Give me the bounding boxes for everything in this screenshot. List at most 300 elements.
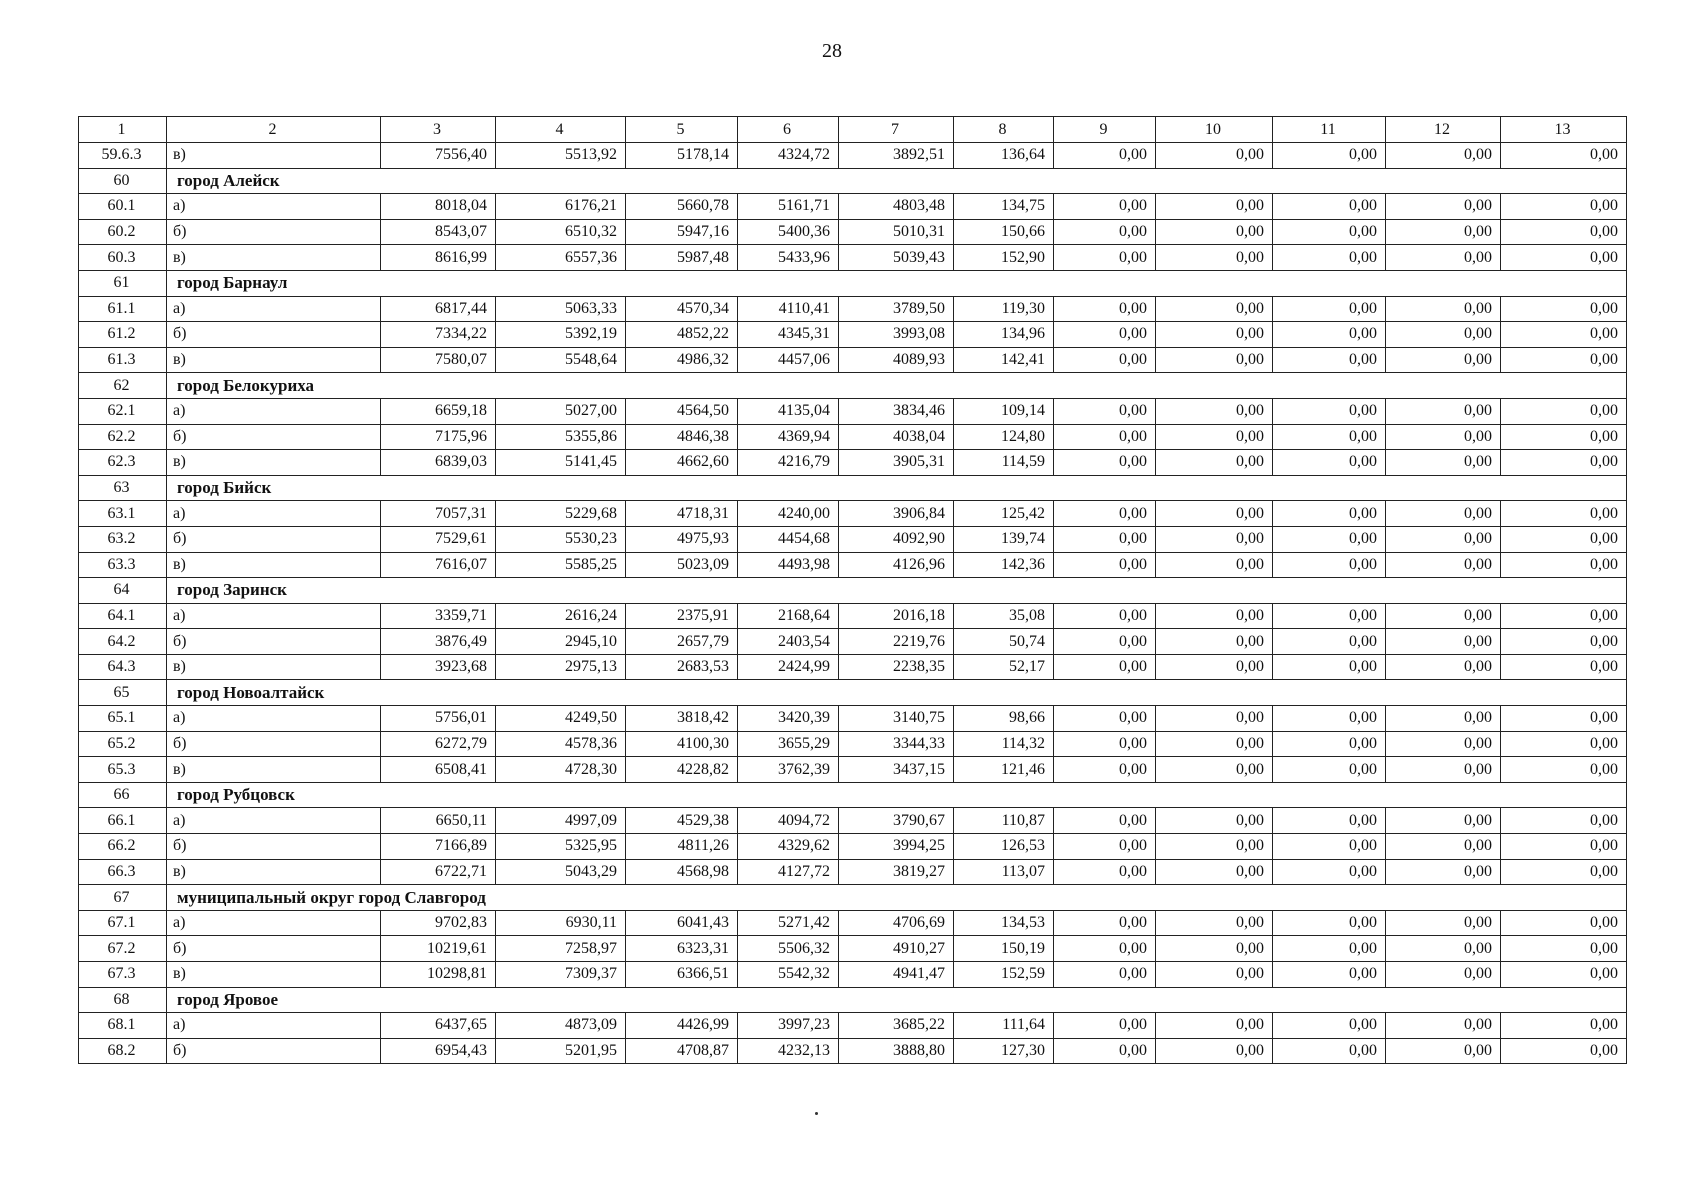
value-cell: 4852,22 <box>626 322 738 348</box>
row-number: 66.3 <box>79 859 167 885</box>
value-cell: 0,00 <box>1054 731 1156 757</box>
value-cell: 4094,72 <box>738 808 839 834</box>
value-cell: 0,00 <box>1054 910 1156 936</box>
value-cell: 4708,87 <box>626 1038 738 1064</box>
value-cell: 3819,27 <box>839 859 954 885</box>
value-cell: 150,66 <box>954 219 1054 245</box>
value-cell: 0,00 <box>1156 706 1273 732</box>
value-cell: 8543,07 <box>381 219 496 245</box>
table-row <box>79 552 1627 578</box>
value-cell: 3437,15 <box>839 757 954 783</box>
value-cell: 0,00 <box>1386 245 1501 271</box>
value-cell: 0,00 <box>1156 757 1273 783</box>
value-cell: 4570,34 <box>626 296 738 322</box>
value-cell: 4135,04 <box>738 398 839 424</box>
value-cell: 139,74 <box>954 526 1054 552</box>
value-cell: 0,00 <box>1054 936 1156 962</box>
value-cell: 0,00 <box>1054 859 1156 885</box>
row-number: 59.6.3 <box>79 143 167 169</box>
value-cell: 3344,33 <box>839 731 954 757</box>
value-cell: 3655,29 <box>738 731 839 757</box>
value-cell: 121,46 <box>954 757 1054 783</box>
table-row <box>79 731 1627 757</box>
value-cell: 0,00 <box>1054 654 1156 680</box>
column-header: 3 <box>381 117 496 143</box>
value-cell: 0,00 <box>1386 219 1501 245</box>
value-cell: 0,00 <box>1501 194 1627 220</box>
row-number: 68.2 <box>79 1038 167 1064</box>
value-cell: 10298,81 <box>381 962 496 988</box>
value-cell: 5355,86 <box>496 424 626 450</box>
value-cell: 136,64 <box>954 143 1054 169</box>
value-cell: 0,00 <box>1054 296 1156 322</box>
table-row <box>79 706 1627 732</box>
value-cell: 5660,78 <box>626 194 738 220</box>
group-row <box>79 578 1627 604</box>
value-cell: 4564,50 <box>626 398 738 424</box>
value-cell: 4110,41 <box>738 296 839 322</box>
group-name: город Алейск <box>167 168 1627 194</box>
value-cell: 4718,31 <box>626 501 738 527</box>
column-header: 11 <box>1273 117 1386 143</box>
value-cell: 0,00 <box>1386 603 1501 629</box>
row-number: 64.3 <box>79 654 167 680</box>
row-variant: а) <box>167 603 381 629</box>
value-cell: 3993,08 <box>839 322 954 348</box>
value-cell: 0,00 <box>1054 757 1156 783</box>
value-cell: 0,00 <box>1273 552 1386 578</box>
value-cell: 0,00 <box>1156 143 1273 169</box>
value-cell: 110,87 <box>954 808 1054 834</box>
value-cell: 0,00 <box>1054 398 1156 424</box>
row-number: 60.2 <box>79 219 167 245</box>
value-cell: 0,00 <box>1156 731 1273 757</box>
value-cell: 7616,07 <box>381 552 496 578</box>
value-cell: 0,00 <box>1501 654 1627 680</box>
value-cell: 98,66 <box>954 706 1054 732</box>
value-cell: 7309,37 <box>496 962 626 988</box>
row-variant: а) <box>167 1013 381 1039</box>
value-cell: 0,00 <box>1156 603 1273 629</box>
row-variant: в) <box>167 962 381 988</box>
value-cell: 0,00 <box>1386 757 1501 783</box>
table-row <box>79 450 1627 476</box>
row-variant: в) <box>167 245 381 271</box>
value-cell: 0,00 <box>1273 629 1386 655</box>
table-row <box>79 757 1627 783</box>
value-cell: 3685,22 <box>839 1013 954 1039</box>
value-cell: 0,00 <box>1501 910 1627 936</box>
value-cell: 7556,40 <box>381 143 496 169</box>
value-cell: 4216,79 <box>738 450 839 476</box>
value-cell: 0,00 <box>1054 245 1156 271</box>
value-cell: 8616,99 <box>381 245 496 271</box>
value-cell: 4369,94 <box>738 424 839 450</box>
value-cell: 5987,48 <box>626 245 738 271</box>
row-number: 62.3 <box>79 450 167 476</box>
row-variant: в) <box>167 347 381 373</box>
value-cell: 0,00 <box>1054 194 1156 220</box>
value-cell: 0,00 <box>1386 143 1501 169</box>
group-number: 64 <box>79 578 167 604</box>
value-cell: 4126,96 <box>839 552 954 578</box>
value-cell: 0,00 <box>1386 1038 1501 1064</box>
value-cell: 142,41 <box>954 347 1054 373</box>
value-cell: 134,75 <box>954 194 1054 220</box>
value-cell: 50,74 <box>954 629 1054 655</box>
value-cell: 0,00 <box>1273 654 1386 680</box>
row-variant: а) <box>167 194 381 220</box>
group-row <box>79 782 1627 808</box>
table-row <box>79 834 1627 860</box>
row-number: 66.1 <box>79 808 167 834</box>
table-body <box>79 143 1627 1064</box>
value-cell: 0,00 <box>1273 936 1386 962</box>
column-number-row <box>79 117 1627 143</box>
value-cell: 5023,09 <box>626 552 738 578</box>
value-cell: 0,00 <box>1156 859 1273 885</box>
value-cell: 4997,09 <box>496 808 626 834</box>
value-cell: 4662,60 <box>626 450 738 476</box>
row-number: 62.2 <box>79 424 167 450</box>
value-cell: 4324,72 <box>738 143 839 169</box>
value-cell: 3888,80 <box>839 1038 954 1064</box>
value-cell: 5039,43 <box>839 245 954 271</box>
value-cell: 3359,71 <box>381 603 496 629</box>
value-cell: 4811,26 <box>626 834 738 860</box>
value-cell: 0,00 <box>1501 219 1627 245</box>
value-cell: 0,00 <box>1501 962 1627 988</box>
group-row <box>79 168 1627 194</box>
value-cell: 4910,27 <box>839 936 954 962</box>
value-cell: 0,00 <box>1273 834 1386 860</box>
value-cell: 6557,36 <box>496 245 626 271</box>
value-cell: 0,00 <box>1273 757 1386 783</box>
value-cell: 5542,32 <box>738 962 839 988</box>
value-cell: 0,00 <box>1054 347 1156 373</box>
value-cell: 4803,48 <box>839 194 954 220</box>
value-cell: 2616,24 <box>496 603 626 629</box>
column-header: 6 <box>738 117 839 143</box>
table-row <box>79 219 1627 245</box>
value-cell: 5947,16 <box>626 219 738 245</box>
value-cell: 6437,65 <box>381 1013 496 1039</box>
value-cell: 127,30 <box>954 1038 1054 1064</box>
value-cell: 0,00 <box>1273 424 1386 450</box>
value-cell: 152,90 <box>954 245 1054 271</box>
value-cell: 2168,64 <box>738 603 839 629</box>
value-cell: 2683,53 <box>626 654 738 680</box>
row-number: 67.3 <box>79 962 167 988</box>
value-cell: 0,00 <box>1386 194 1501 220</box>
value-cell: 0,00 <box>1273 910 1386 936</box>
value-cell: 3905,31 <box>839 450 954 476</box>
value-cell: 6930,11 <box>496 910 626 936</box>
row-variant: б) <box>167 526 381 552</box>
table-row <box>79 398 1627 424</box>
value-cell: 3923,68 <box>381 654 496 680</box>
page-number: 28 <box>822 40 842 62</box>
value-cell: 0,00 <box>1386 398 1501 424</box>
value-cell: 0,00 <box>1501 757 1627 783</box>
value-cell: 5392,19 <box>496 322 626 348</box>
value-cell: 2219,76 <box>839 629 954 655</box>
group-name: город Новоалтайск <box>167 680 1627 706</box>
row-number: 65.1 <box>79 706 167 732</box>
value-cell: 0,00 <box>1501 398 1627 424</box>
column-header: 9 <box>1054 117 1156 143</box>
value-cell: 2657,79 <box>626 629 738 655</box>
value-cell: 0,00 <box>1156 194 1273 220</box>
value-cell: 0,00 <box>1156 654 1273 680</box>
value-cell: 0,00 <box>1054 808 1156 834</box>
group-name: город Заринск <box>167 578 1627 604</box>
value-cell: 0,00 <box>1386 424 1501 450</box>
table-row <box>79 322 1627 348</box>
value-cell: 0,00 <box>1501 296 1627 322</box>
row-variant: б) <box>167 322 381 348</box>
value-cell: 4454,68 <box>738 526 839 552</box>
value-cell: 0,00 <box>1273 962 1386 988</box>
value-cell: 0,00 <box>1386 706 1501 732</box>
value-cell: 5325,95 <box>496 834 626 860</box>
stray-mark <box>815 1112 818 1115</box>
row-number: 63.2 <box>79 526 167 552</box>
table-row <box>79 526 1627 552</box>
column-header: 10 <box>1156 117 1273 143</box>
value-cell: 0,00 <box>1054 834 1156 860</box>
row-number: 67.2 <box>79 936 167 962</box>
group-number: 68 <box>79 987 167 1013</box>
value-cell: 0,00 <box>1386 936 1501 962</box>
value-cell: 0,00 <box>1273 731 1386 757</box>
value-cell: 0,00 <box>1054 322 1156 348</box>
group-number: 62 <box>79 373 167 399</box>
value-cell: 3994,25 <box>839 834 954 860</box>
value-cell: 4092,90 <box>839 526 954 552</box>
value-cell: 0,00 <box>1156 808 1273 834</box>
table-row <box>79 808 1627 834</box>
row-variant: а) <box>167 808 381 834</box>
table-row <box>79 501 1627 527</box>
value-cell: 0,00 <box>1054 143 1156 169</box>
value-cell: 3140,75 <box>839 706 954 732</box>
table-row <box>79 1038 1627 1064</box>
value-cell: 7258,97 <box>496 936 626 962</box>
value-cell: 4493,98 <box>738 552 839 578</box>
value-cell: 0,00 <box>1501 603 1627 629</box>
value-cell: 125,42 <box>954 501 1054 527</box>
table-row <box>79 1013 1627 1039</box>
table-row <box>79 296 1627 322</box>
value-cell: 4873,09 <box>496 1013 626 1039</box>
value-cell: 0,00 <box>1501 322 1627 348</box>
value-cell: 0,00 <box>1273 219 1386 245</box>
value-cell: 0,00 <box>1156 501 1273 527</box>
value-cell: 5513,92 <box>496 143 626 169</box>
value-cell: 4706,69 <box>839 910 954 936</box>
row-variant: в) <box>167 450 381 476</box>
value-cell: 142,36 <box>954 552 1054 578</box>
group-number: 67 <box>79 885 167 911</box>
value-cell: 3876,49 <box>381 629 496 655</box>
row-number: 61.2 <box>79 322 167 348</box>
value-cell: 5141,45 <box>496 450 626 476</box>
value-cell: 0,00 <box>1054 706 1156 732</box>
value-cell: 2403,54 <box>738 629 839 655</box>
value-cell: 4728,30 <box>496 757 626 783</box>
value-cell: 6323,31 <box>626 936 738 962</box>
column-header: 1 <box>79 117 167 143</box>
column-header: 5 <box>626 117 738 143</box>
row-variant: б) <box>167 629 381 655</box>
table-row <box>79 910 1627 936</box>
group-name: город Барнаул <box>167 270 1627 296</box>
value-cell: 3834,46 <box>839 398 954 424</box>
value-cell: 114,32 <box>954 731 1054 757</box>
value-cell: 0,00 <box>1273 347 1386 373</box>
value-cell: 3906,84 <box>839 501 954 527</box>
row-number: 66.2 <box>79 834 167 860</box>
value-cell: 7175,96 <box>381 424 496 450</box>
table-row <box>79 629 1627 655</box>
value-cell: 0,00 <box>1273 322 1386 348</box>
value-cell: 5063,33 <box>496 296 626 322</box>
row-number: 60.3 <box>79 245 167 271</box>
value-cell: 0,00 <box>1501 731 1627 757</box>
value-cell: 4127,72 <box>738 859 839 885</box>
value-cell: 0,00 <box>1386 552 1501 578</box>
value-cell: 0,00 <box>1156 936 1273 962</box>
value-cell: 0,00 <box>1501 1013 1627 1039</box>
row-variant: а) <box>167 706 381 732</box>
value-cell: 0,00 <box>1386 450 1501 476</box>
value-cell: 0,00 <box>1501 245 1627 271</box>
value-cell: 6508,41 <box>381 757 496 783</box>
value-cell: 4249,50 <box>496 706 626 732</box>
value-cell: 0,00 <box>1273 603 1386 629</box>
table-row <box>79 194 1627 220</box>
group-name: город Рубцовск <box>167 782 1627 808</box>
value-cell: 119,30 <box>954 296 1054 322</box>
row-variant: б) <box>167 936 381 962</box>
value-cell: 5506,32 <box>738 936 839 962</box>
row-variant: в) <box>167 552 381 578</box>
value-cell: 3420,39 <box>738 706 839 732</box>
value-cell: 4228,82 <box>626 757 738 783</box>
group-number: 63 <box>79 475 167 501</box>
row-variant: б) <box>167 731 381 757</box>
value-cell: 0,00 <box>1501 629 1627 655</box>
row-number: 67.1 <box>79 910 167 936</box>
value-cell: 0,00 <box>1273 526 1386 552</box>
value-cell: 0,00 <box>1273 1013 1386 1039</box>
value-cell: 0,00 <box>1273 859 1386 885</box>
value-cell: 5271,42 <box>738 910 839 936</box>
value-cell: 0,00 <box>1273 808 1386 834</box>
value-cell: 0,00 <box>1386 526 1501 552</box>
value-cell: 8018,04 <box>381 194 496 220</box>
value-cell: 124,80 <box>954 424 1054 450</box>
value-cell: 5027,00 <box>496 398 626 424</box>
value-cell: 0,00 <box>1501 347 1627 373</box>
row-number: 64.2 <box>79 629 167 655</box>
value-cell: 0,00 <box>1273 194 1386 220</box>
row-variant: б) <box>167 424 381 450</box>
value-cell: 0,00 <box>1501 834 1627 860</box>
value-cell: 0,00 <box>1054 603 1156 629</box>
value-cell: 152,59 <box>954 962 1054 988</box>
value-cell: 0,00 <box>1501 706 1627 732</box>
value-cell: 0,00 <box>1501 552 1627 578</box>
group-row <box>79 475 1627 501</box>
value-cell: 0,00 <box>1386 347 1501 373</box>
value-cell: 0,00 <box>1156 296 1273 322</box>
value-cell: 0,00 <box>1156 1013 1273 1039</box>
value-cell: 2424,99 <box>738 654 839 680</box>
row-number: 60.1 <box>79 194 167 220</box>
value-cell: 0,00 <box>1273 706 1386 732</box>
value-cell: 10219,61 <box>381 936 496 962</box>
value-cell: 4457,06 <box>738 347 839 373</box>
group-row <box>79 987 1627 1013</box>
row-variant: б) <box>167 1038 381 1064</box>
value-cell: 4846,38 <box>626 424 738 450</box>
value-cell: 0,00 <box>1273 398 1386 424</box>
group-name: город Бийск <box>167 475 1627 501</box>
table-row <box>79 936 1627 962</box>
table-row <box>79 859 1627 885</box>
value-cell: 0,00 <box>1501 450 1627 476</box>
value-cell: 0,00 <box>1386 808 1501 834</box>
row-number: 61.1 <box>79 296 167 322</box>
value-cell: 4578,36 <box>496 731 626 757</box>
value-cell: 0,00 <box>1273 143 1386 169</box>
table-row <box>79 143 1627 169</box>
group-row <box>79 885 1627 911</box>
value-cell: 0,00 <box>1386 654 1501 680</box>
row-variant: а) <box>167 296 381 322</box>
value-cell: 0,00 <box>1273 296 1386 322</box>
group-number: 61 <box>79 270 167 296</box>
value-cell: 35,08 <box>954 603 1054 629</box>
value-cell: 7166,89 <box>381 834 496 860</box>
value-cell: 5201,95 <box>496 1038 626 1064</box>
value-cell: 4345,31 <box>738 322 839 348</box>
value-cell: 6041,43 <box>626 910 738 936</box>
column-header: 7 <box>839 117 954 143</box>
group-row <box>79 270 1627 296</box>
row-number: 65.3 <box>79 757 167 783</box>
value-cell: 5010,31 <box>839 219 954 245</box>
value-cell: 4240,00 <box>738 501 839 527</box>
value-cell: 126,53 <box>954 834 1054 860</box>
value-cell: 4426,99 <box>626 1013 738 1039</box>
row-number: 68.1 <box>79 1013 167 1039</box>
value-cell: 6817,44 <box>381 296 496 322</box>
value-cell: 7529,61 <box>381 526 496 552</box>
value-cell: 52,17 <box>954 654 1054 680</box>
value-cell: 5548,64 <box>496 347 626 373</box>
value-cell: 0,00 <box>1501 808 1627 834</box>
value-cell: 109,14 <box>954 398 1054 424</box>
value-cell: 6839,03 <box>381 450 496 476</box>
value-cell: 114,59 <box>954 450 1054 476</box>
value-cell: 3818,42 <box>626 706 738 732</box>
value-cell: 0,00 <box>1501 936 1627 962</box>
value-cell: 0,00 <box>1054 629 1156 655</box>
value-cell: 0,00 <box>1386 322 1501 348</box>
